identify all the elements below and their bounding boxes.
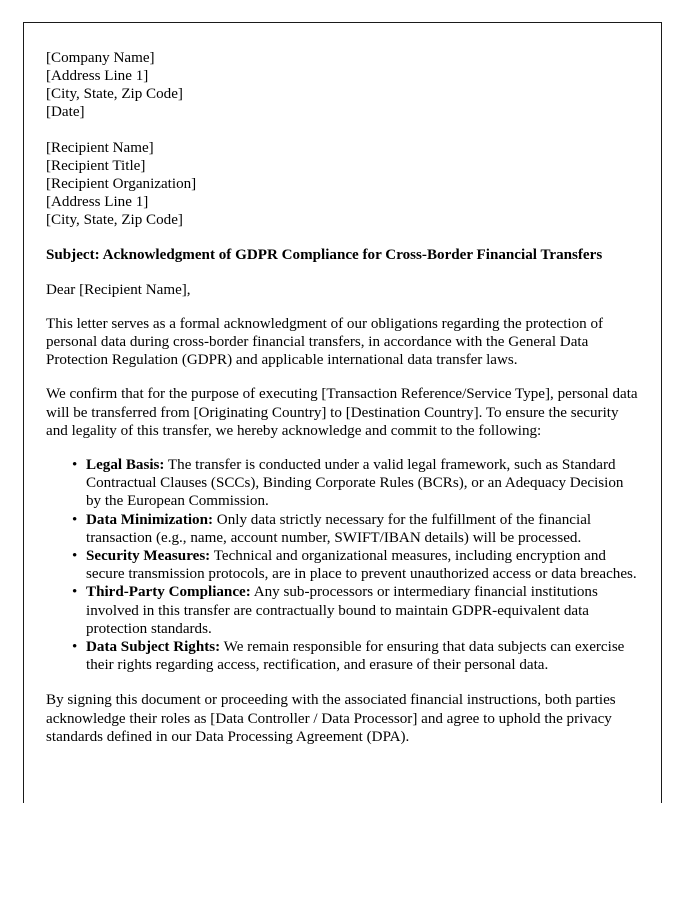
- recipient-address-line: [City, State, Zip Code]: [46, 212, 183, 229]
- list-item-text: Any sub-processors or intermediary financial institutions involved in this transfer are contractually bound to maintain GDPR-equivalent data protection standards.: [86, 584, 598, 637]
- spacer: [46, 674, 641, 691]
- spacer: [46, 229, 641, 246]
- sender-address-line: [City, State, Zip Code]: [46, 86, 183, 103]
- recipient-address-line: [Recipient Name]: [46, 140, 154, 157]
- list-item-lead: Security Measures:: [86, 548, 211, 564]
- subject-line: Subject: Acknowledgment of GDPR Compliance for Cross-Border Financial Transfers: [46, 247, 603, 264]
- recipient-address-line: [Recipient Title]: [46, 158, 146, 175]
- spacer: [46, 121, 641, 139]
- sender-address-line: [Company Name]: [46, 50, 155, 66]
- paragraph-signing: By signing this document or proceeding with the associated financial instructions, both parties acknowledge their roles as [Data Controller / Data Processor] and agree to uphold the privacy standards defined in our Data Processing Agreement (DPA).: [46, 692, 616, 745]
- list-item: [86, 456, 641, 511]
- paragraph-transfer-purpose: We confirm that for the purpose of executing [Transaction Reference/Service Type], personal data will be transferred from [Originating Country] to [Destination Country]. To ensure the security and legality of this transfer, we hereby acknowledge and commit to the following:: [46, 386, 638, 439]
- list-item-lead: Legal Basis:: [86, 456, 165, 473]
- salutation: Dear [Recipient Name],: [46, 281, 191, 298]
- recipient-address-line: [Address Line 1]: [46, 194, 149, 211]
- list-item: [86, 547, 641, 583]
- spacer: [46, 369, 641, 385]
- recipient-address-block: [46, 139, 641, 229]
- spacer: [46, 265, 641, 281]
- list-item-text: The transfer is conducted under a valid legal framework, such as Standard Contractual Clauses (SCCs), Binding Corporate Rules (BCRs), or an Adequacy Decision by the European Commission.: [86, 456, 624, 510]
- paragraph-intro: This letter serves as a formal acknowledgment of our obligations regarding the protection of personal data during cross-border financial transfers, in accordance with the General Data Protection Regulation (GDPR) and applicable international data transfer laws.: [46, 315, 604, 369]
- spacer: [46, 440, 641, 456]
- list-item: [86, 638, 641, 674]
- list-item: [86, 511, 641, 547]
- list-item-text: Only data strictly necessary for the fulfillment of the financial transaction (e.g., name, account number, SWIFT/IBAN details) will be processed.: [86, 511, 592, 546]
- spacer: [46, 299, 641, 315]
- list-item-text: Technical and organizational measures, including encryption and secure transmission protocols, are in place to prevent unauthorized access or data breaches.: [86, 548, 637, 583]
- sender-address-line: [Date]: [46, 104, 85, 121]
- list-item-lead: Data Minimization:: [86, 511, 214, 528]
- document-page: [23, 22, 662, 803]
- sender-address-line: [Address Line 1]: [46, 68, 149, 85]
- list-item-lead: Data Subject Rights:: [86, 639, 221, 656]
- commitments-list: [46, 456, 641, 674]
- list-item-text: We remain responsible for ensuring that data subjects can exercise their rights regarding access, rectification, and erasure of their personal data.: [86, 639, 625, 674]
- list-item: [86, 583, 641, 638]
- sender-address-block: [46, 49, 641, 121]
- document-body: [46, 49, 641, 746]
- recipient-address-line: [Recipient Organization]: [46, 176, 197, 193]
- list-item-lead: Third-Party Compliance:: [86, 584, 251, 601]
